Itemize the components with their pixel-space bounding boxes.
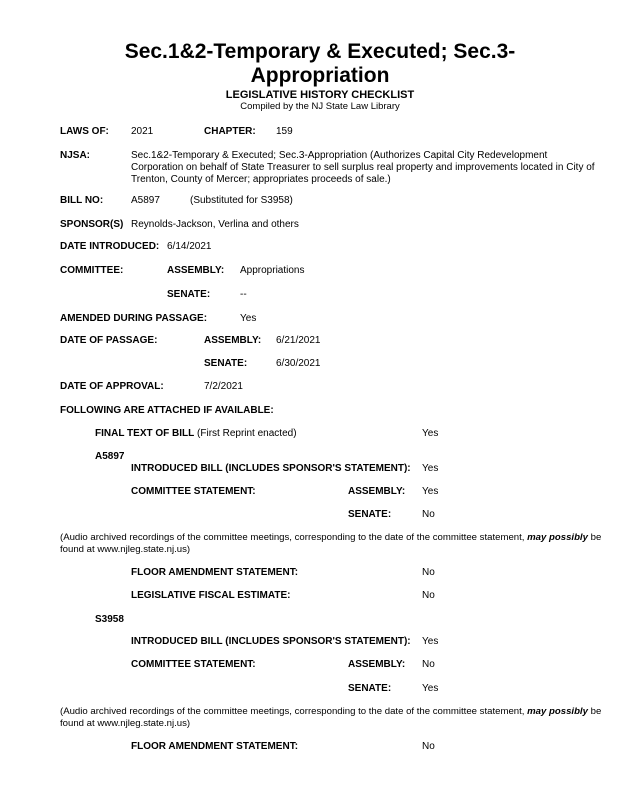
bill-no-substitution: (Substituted for S3958) [190, 195, 293, 206]
s3958-committee-assembly-label: ASSEMBLY: [348, 659, 406, 670]
a5897-floor-value: No [422, 567, 435, 578]
checklist-subtitle: LEGISLATIVE HISTORY CHECKLIST [225, 89, 415, 101]
a5897-committee-assembly-label: ASSEMBLY: [348, 486, 406, 497]
a5897-introduced-value: Yes [422, 463, 439, 474]
s3958-committee-senate-value: Yes [422, 683, 439, 694]
s3958-committee-senate-label: SENATE: [348, 683, 392, 694]
audio-note-text: (Audio archived recordings of the committee meetings, corresponding to the date of the committee statement, [60, 706, 528, 717]
chapter-value: 159 [276, 126, 293, 137]
s3958-audio-note [60, 706, 605, 730]
bill-no-label: BILL NO: [60, 195, 104, 206]
s3958-committee-assembly-value: No [422, 659, 435, 670]
a5897-committee-senate-value: No [422, 509, 435, 520]
committee-senate-value: -- [240, 289, 247, 300]
s3958-floor-label: FLOOR AMENDMENT STATEMENT: [131, 741, 299, 752]
amended-label: AMENDED DURING PASSAGE: [60, 313, 208, 324]
passage-assembly-label: ASSEMBLY: [204, 335, 262, 346]
audio-note-link-text: be found at www.njleg.state.nj.us) [60, 706, 602, 729]
bill-no-value: A5897 [131, 195, 160, 206]
s3958-introduced-value: Yes [422, 636, 439, 647]
s3958-heading: S3958 [95, 614, 124, 625]
final-text-value: Yes [422, 428, 439, 439]
page-title: Sec.1&2-Temporary & Executed; Sec.3-Appropriation [124, 40, 516, 87]
passage-senate-label: SENATE: [204, 358, 248, 369]
audio-note-emphasis: may possibly [527, 532, 588, 543]
a5897-fiscal-value: No [422, 590, 435, 601]
a5897-introduced-label: INTRODUCED BILL (INCLUDES SPONSOR'S STATEMENT): [131, 463, 411, 474]
approval-label: DATE OF APPROVAL: [60, 381, 164, 392]
final-text-note: (First Reprint enacted) [197, 428, 297, 439]
amended-value: Yes [240, 313, 257, 324]
compiled-by: Compiled by the NJ State Law Library [240, 101, 400, 112]
passage-senate-value: 6/30/2021 [276, 358, 321, 369]
a5897-floor-label: FLOOR AMENDMENT STATEMENT: [131, 567, 299, 578]
date-introduced-value: 6/14/2021 [167, 241, 212, 252]
passage-assembly-value: 6/21/2021 [276, 335, 321, 346]
attached-heading: FOLLOWING ARE ATTACHED IF AVAILABLE: [60, 405, 274, 416]
s3958-introduced-label: INTRODUCED BILL (INCLUDES SPONSOR'S STATEMENT): [131, 636, 411, 647]
approval-value: 7/2/2021 [204, 381, 243, 392]
laws-of-value: 2021 [131, 126, 154, 137]
s3958-floor-value: No [422, 741, 435, 752]
committee-label: COMMITTEE: [60, 265, 124, 276]
njsa-value: Sec.1&2-Temporary & Executed; Sec.3-Appropriation (Authorizes Capital City Redevelopment Corporation on behalf of State Treasurer to sell surplus real property and improvements located in City of Trenton, County of Mercer; appropriates proceeds of sale.) [131, 150, 595, 185]
passage-label: DATE OF PASSAGE: [60, 335, 158, 346]
audio-note-link-text: be found at www.njleg.state.nj.us) [60, 532, 602, 555]
audio-note-emphasis: may possibly [527, 706, 588, 717]
laws-of-label: LAWS OF: [60, 126, 109, 137]
njsa-label: NJSA: [60, 150, 91, 161]
a5897-audio-note [60, 532, 605, 556]
chapter-label: CHAPTER: [204, 126, 256, 137]
final-text-label: FINAL TEXT OF BILL [95, 428, 195, 439]
final-text-row [95, 428, 297, 440]
a5897-heading: A5897 [95, 451, 125, 462]
committee-assembly-label: ASSEMBLY: [167, 265, 225, 276]
date-introduced-label: DATE INTRODUCED: [60, 241, 160, 252]
audio-note-text: (Audio archived recordings of the committee meetings, corresponding to the date of the committee statement, [60, 532, 528, 543]
committee-senate-label: SENATE: [167, 289, 211, 300]
a5897-committee-senate-label: SENATE: [348, 509, 392, 520]
a5897-committee-assembly-value: Yes [422, 486, 439, 497]
a5897-fiscal-label: LEGISLATIVE FISCAL ESTIMATE: [131, 590, 291, 601]
a5897-committee-label: COMMITTEE STATEMENT: [131, 486, 256, 497]
s3958-committee-label: COMMITTEE STATEMENT: [131, 659, 256, 670]
sponsors-value: Reynolds-Jackson, Verlina and others [131, 219, 299, 230]
committee-assembly-value: Appropriations [240, 265, 305, 276]
sponsors-label: SPONSOR(S) [60, 219, 124, 230]
